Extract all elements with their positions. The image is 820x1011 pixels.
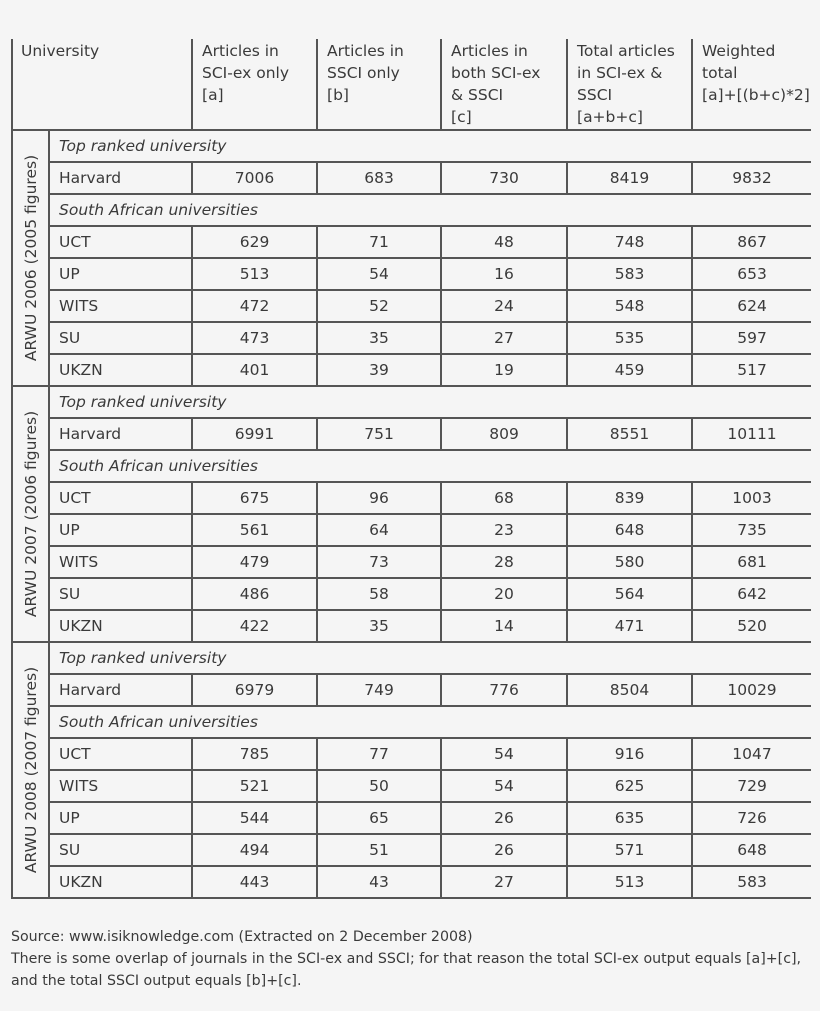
cell-sci-ex-only: 785 [192, 738, 317, 770]
university-name: Harvard [49, 674, 192, 706]
cell-ssci-only: 64 [317, 514, 441, 546]
cell-weighted-total: 726 [692, 802, 811, 834]
cell-total: 839 [567, 482, 692, 514]
cell-total: 635 [567, 802, 692, 834]
cell-ssci-only: 58 [317, 578, 441, 610]
header-line: & SSCI [451, 86, 504, 104]
south-african-label: South African universities [49, 194, 811, 226]
cell-ssci-only: 50 [317, 770, 441, 802]
subheader-row [12, 194, 811, 226]
cell-total: 625 [567, 770, 692, 802]
table-row [12, 514, 811, 546]
table-row [12, 610, 811, 642]
cell-both: 26 [441, 834, 567, 866]
group-label: ARWU 2008 (2007 figures) [21, 666, 40, 874]
header-line: Articles in [451, 42, 528, 60]
cell-ssci-only: 71 [317, 226, 441, 258]
cell-ssci-only: 65 [317, 802, 441, 834]
group-label-cell [12, 130, 49, 386]
table-row [12, 258, 811, 290]
cell-total: 8551 [567, 418, 692, 450]
cell-total: 748 [567, 226, 692, 258]
header-line: Articles in [327, 42, 404, 60]
header-sci-ex-only [192, 39, 317, 130]
header-line: SSCI [577, 86, 613, 104]
cell-weighted-total: 867 [692, 226, 811, 258]
cell-weighted-total: 10111 [692, 418, 811, 450]
university-name: UCT [49, 226, 192, 258]
cell-weighted-total: 9832 [692, 162, 811, 194]
cell-sci-ex-only: 486 [192, 578, 317, 610]
cell-both: 26 [441, 802, 567, 834]
university-name: SU [49, 322, 192, 354]
university-name: UP [49, 802, 192, 834]
cell-both: 809 [441, 418, 567, 450]
table-row [12, 162, 811, 194]
cell-ssci-only: 77 [317, 738, 441, 770]
cell-weighted-total: 642 [692, 578, 811, 610]
cell-both: 68 [441, 482, 567, 514]
cell-both: 16 [441, 258, 567, 290]
table-row [12, 290, 811, 322]
table-row [12, 322, 811, 354]
cell-ssci-only: 43 [317, 866, 441, 898]
university-name: UP [49, 514, 192, 546]
university-name: WITS [49, 770, 192, 802]
cell-sci-ex-only: 479 [192, 546, 317, 578]
cell-ssci-only: 751 [317, 418, 441, 450]
table-row [12, 770, 811, 802]
cell-both: 24 [441, 290, 567, 322]
cell-sci-ex-only: 6979 [192, 674, 317, 706]
header-line: [c] [451, 108, 472, 126]
cell-both: 48 [441, 226, 567, 258]
header-line: both SCI-ex [451, 64, 541, 82]
cell-ssci-only: 96 [317, 482, 441, 514]
cell-both: 54 [441, 770, 567, 802]
cell-weighted-total: 1047 [692, 738, 811, 770]
cell-weighted-total: 583 [692, 866, 811, 898]
table-notes [11, 926, 811, 992]
cell-weighted-total: 648 [692, 834, 811, 866]
cell-ssci-only: 35 [317, 322, 441, 354]
university-name: UCT [49, 738, 192, 770]
university-name: UCT [49, 482, 192, 514]
cell-sci-ex-only: 6991 [192, 418, 317, 450]
cell-sci-ex-only: 513 [192, 258, 317, 290]
south-african-label: South African universities [49, 450, 811, 482]
header-line: [b] [327, 86, 349, 104]
header-total [567, 39, 692, 130]
cell-ssci-only: 749 [317, 674, 441, 706]
university-name: UP [49, 258, 192, 290]
cell-ssci-only: 52 [317, 290, 441, 322]
cell-sci-ex-only: 401 [192, 354, 317, 386]
header-line: in SCI-ex & [577, 64, 663, 82]
cell-total: 571 [567, 834, 692, 866]
subheader-row [12, 642, 811, 674]
cell-weighted-total: 1003 [692, 482, 811, 514]
cell-total: 564 [567, 578, 692, 610]
table-row [12, 546, 811, 578]
cell-both: 20 [441, 578, 567, 610]
cell-sci-ex-only: 544 [192, 802, 317, 834]
cell-total: 535 [567, 322, 692, 354]
header-line: Weighted [702, 42, 776, 60]
cell-both: 14 [441, 610, 567, 642]
cell-sci-ex-only: 521 [192, 770, 317, 802]
header-line: [a]+[(b+c)*2] [702, 86, 810, 104]
group-label: ARWU 2007 (2006 figures) [21, 410, 40, 618]
table-row [12, 674, 811, 706]
cell-ssci-only: 683 [317, 162, 441, 194]
table-row [12, 226, 811, 258]
cell-weighted-total: 10029 [692, 674, 811, 706]
cell-weighted-total: 681 [692, 546, 811, 578]
header-ssci-only [317, 39, 441, 130]
top-ranked-label: Top ranked university [49, 642, 811, 674]
table-row [12, 738, 811, 770]
source-note: Source: www.isiknowledge.com (Extracted on 2 December 2008) [11, 929, 473, 945]
table-row [12, 578, 811, 610]
table-row [12, 418, 811, 450]
cell-total: 459 [567, 354, 692, 386]
cell-sci-ex-only: 7006 [192, 162, 317, 194]
group-label-cell [12, 642, 49, 898]
overlap-note: There is some overlap of journals in the SCI-ex and SSCI; for that reason the total SCI-ex output equals [a]+[c], and the total SSCI output equals [b]+[c]. [11, 951, 802, 989]
university-name: SU [49, 578, 192, 610]
cell-sci-ex-only: 675 [192, 482, 317, 514]
cell-total: 583 [567, 258, 692, 290]
cell-weighted-total: 653 [692, 258, 811, 290]
cell-ssci-only: 73 [317, 546, 441, 578]
cell-both: 28 [441, 546, 567, 578]
cell-total: 513 [567, 866, 692, 898]
header-line: [a+b+c] [577, 108, 643, 126]
cell-total: 471 [567, 610, 692, 642]
cell-weighted-total: 520 [692, 610, 811, 642]
subheader-row [12, 386, 811, 418]
header-university: University [12, 39, 192, 130]
top-ranked-label: Top ranked university [49, 386, 811, 418]
publication-table [11, 39, 811, 899]
university-name: SU [49, 834, 192, 866]
university-name: UKZN [49, 354, 192, 386]
header-line: Total articles [577, 42, 675, 60]
university-name: UKZN [49, 866, 192, 898]
table-body [12, 130, 811, 898]
cell-both: 27 [441, 322, 567, 354]
cell-total: 648 [567, 514, 692, 546]
cell-both: 23 [441, 514, 567, 546]
cell-total: 8419 [567, 162, 692, 194]
cell-both: 730 [441, 162, 567, 194]
cell-weighted-total: 597 [692, 322, 811, 354]
university-name: Harvard [49, 418, 192, 450]
cell-sci-ex-only: 629 [192, 226, 317, 258]
cell-sci-ex-only: 472 [192, 290, 317, 322]
header-line: total [702, 64, 738, 82]
group-label-cell [12, 386, 49, 642]
table-row [12, 354, 811, 386]
cell-both: 776 [441, 674, 567, 706]
header-row [12, 39, 811, 130]
cell-sci-ex-only: 443 [192, 866, 317, 898]
cell-sci-ex-only: 422 [192, 610, 317, 642]
cell-total: 916 [567, 738, 692, 770]
table-row [12, 482, 811, 514]
cell-total: 580 [567, 546, 692, 578]
publication-table-container [11, 39, 810, 899]
subheader-row [12, 450, 811, 482]
table-row [12, 866, 811, 898]
university-name: WITS [49, 290, 192, 322]
subheader-row [12, 706, 811, 738]
cell-weighted-total: 729 [692, 770, 811, 802]
cell-ssci-only: 54 [317, 258, 441, 290]
university-name: UKZN [49, 610, 192, 642]
cell-ssci-only: 51 [317, 834, 441, 866]
cell-sci-ex-only: 494 [192, 834, 317, 866]
south-african-label: South African universities [49, 706, 811, 738]
subheader-row [12, 130, 811, 162]
cell-both: 54 [441, 738, 567, 770]
cell-sci-ex-only: 473 [192, 322, 317, 354]
header-line: Articles in [202, 42, 279, 60]
cell-total: 548 [567, 290, 692, 322]
cell-total: 8504 [567, 674, 692, 706]
cell-weighted-total: 735 [692, 514, 811, 546]
header-line: [a] [202, 86, 224, 104]
university-name: Harvard [49, 162, 192, 194]
cell-both: 19 [441, 354, 567, 386]
header-line: SSCI only [327, 64, 400, 82]
header-both [441, 39, 567, 130]
cell-weighted-total: 624 [692, 290, 811, 322]
cell-ssci-only: 35 [317, 610, 441, 642]
header-line: SCI-ex only [202, 64, 289, 82]
cell-both: 27 [441, 866, 567, 898]
table-row [12, 802, 811, 834]
table-row [12, 834, 811, 866]
group-label: ARWU 2006 (2005 figures) [21, 154, 40, 362]
university-name: WITS [49, 546, 192, 578]
cell-ssci-only: 39 [317, 354, 441, 386]
top-ranked-label: Top ranked university [49, 130, 811, 162]
cell-weighted-total: 517 [692, 354, 811, 386]
header-weighted-total [692, 39, 811, 130]
cell-sci-ex-only: 561 [192, 514, 317, 546]
